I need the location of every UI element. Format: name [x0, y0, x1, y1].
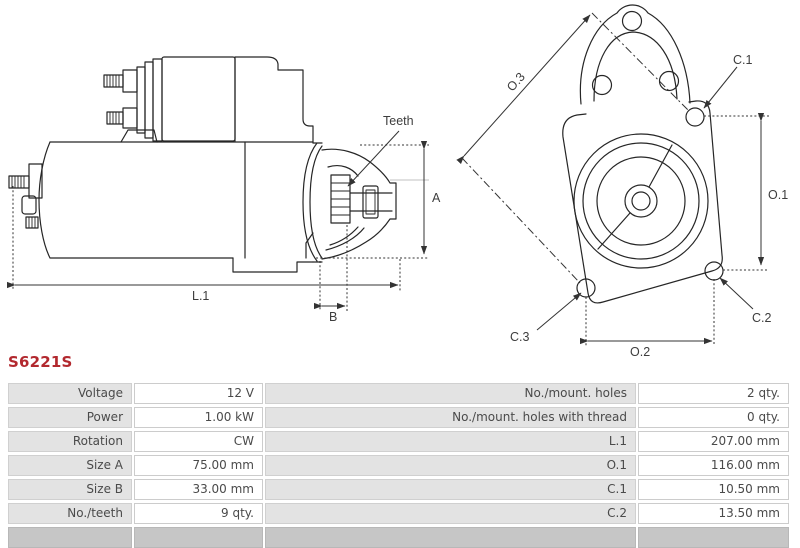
dim-b-label: B — [329, 310, 338, 324]
spec-row-cutoff — [134, 527, 263, 548]
spec-value: 116.00 mm — [638, 455, 789, 476]
drive-housing — [235, 57, 313, 258]
part-number: S6221S — [8, 353, 73, 371]
dim-c2-label: C.2 — [752, 311, 772, 325]
spec-label: C.1 — [265, 479, 636, 500]
side-view-diagram — [9, 57, 396, 272]
spec-value: 10.50 mm — [638, 479, 789, 500]
spec-label: Size B — [8, 479, 132, 500]
front-view-dimensions — [462, 13, 769, 346]
spec-value: 75.00 mm — [134, 455, 263, 476]
dim-o1-label: O.1 — [768, 188, 789, 202]
spec-row-cutoff — [8, 527, 132, 548]
spec-label: No./teeth — [8, 503, 132, 524]
spec-label: O.1 — [265, 455, 636, 476]
motor-body — [39, 142, 313, 258]
front-flange — [563, 101, 723, 303]
spec-label: Size A — [8, 455, 132, 476]
rear-terminal-studs — [9, 164, 42, 228]
front-view-diagram — [563, 5, 723, 303]
specs-table — [8, 383, 789, 548]
spec-value: 207.00 mm — [638, 431, 789, 452]
teeth-label: Teeth — [383, 114, 414, 128]
dim-a-label: A — [432, 191, 441, 205]
spec-value: CW — [134, 431, 263, 452]
spec-label: No./mount. holes with thread — [265, 407, 636, 428]
spec-label: Rotation — [8, 431, 132, 452]
hole-c1 — [686, 108, 704, 126]
dim-c3-label: C.3 — [510, 330, 530, 344]
dim-c1-label: C.1 — [733, 53, 753, 67]
spec-value: 2 qty. — [638, 383, 789, 404]
side-view-dimensions — [13, 131, 429, 311]
solenoid — [104, 57, 235, 142]
spec-value: 12 V — [134, 383, 263, 404]
spec-label: Voltage — [8, 383, 132, 404]
spec-label: No./mount. holes — [265, 383, 636, 404]
dim-o2-label: O.2 — [630, 345, 651, 359]
spec-value: 9 qty. — [134, 503, 263, 524]
spec-row-cutoff — [638, 527, 789, 548]
dim-l1-label: L.1 — [192, 289, 210, 303]
spec-label: Power — [8, 407, 132, 428]
spec-label: L.1 — [265, 431, 636, 452]
spec-label: C.2 — [265, 503, 636, 524]
pinion-gear — [331, 175, 392, 223]
dim-o3-label: O.3 — [504, 69, 528, 95]
spec-row-cutoff — [265, 527, 636, 548]
spec-value: 1.00 kW — [134, 407, 263, 428]
bearing-circles — [574, 134, 708, 268]
spec-value: 13.50 mm — [638, 503, 789, 524]
spec-value: 33.00 mm — [134, 479, 263, 500]
spec-value: 0 qty. — [638, 407, 789, 428]
top-hole — [623, 12, 642, 31]
